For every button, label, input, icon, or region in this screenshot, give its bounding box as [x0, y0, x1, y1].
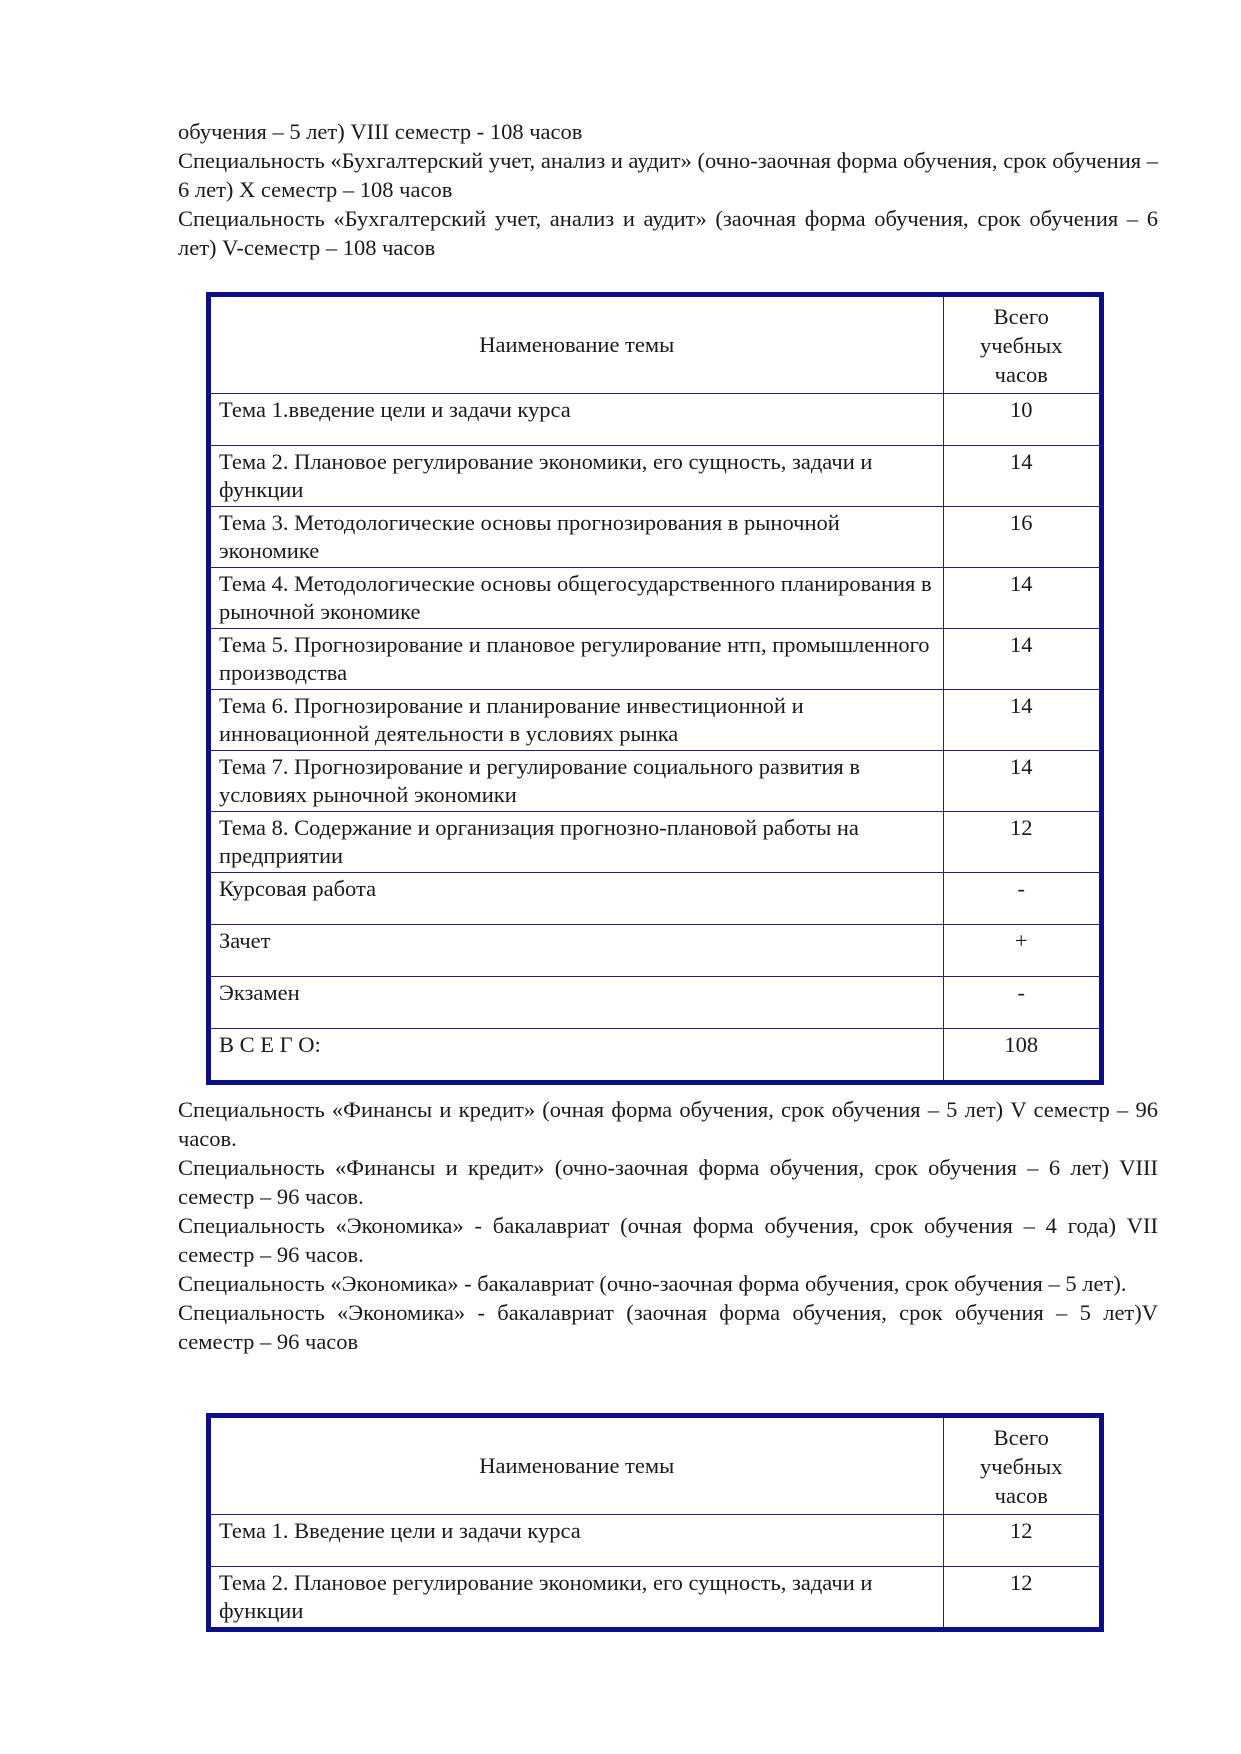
table-row	[211, 977, 1099, 1029]
table-row	[211, 873, 1099, 925]
header-topic: Наименование темы	[211, 297, 943, 394]
table-header-row	[211, 297, 1099, 394]
table-row-total	[211, 1029, 1099, 1081]
table-row	[211, 812, 1099, 873]
hours-cell: 12	[943, 812, 1099, 873]
hours-cell: -	[943, 873, 1099, 925]
table-row	[211, 751, 1099, 812]
topic-cell: Тема 2. Плановое регулирование экономики, его сущность, задачи и функции	[211, 446, 943, 507]
hours-table-1	[206, 292, 1104, 1085]
topic-cell: Тема 7. Прогнозирование и регулирование социального развития в условиях рыночной экономики	[211, 751, 943, 812]
topic-cell: Тема 5. Прогнозирование и плановое регулирование нтп, промышленного производства	[211, 629, 943, 690]
topic-cell: Тема 8. Содержание и организация прогнозно-плановой работы на предприятии	[211, 812, 943, 873]
hours-cell: 14	[943, 568, 1099, 629]
paragraph: Специальность «Бухгалтерский учет, анализ и аудит» (заочная форма обучения, срок обучения – 6 лет) V-семестр – 108 часов	[178, 206, 1158, 260]
table-row	[211, 629, 1099, 690]
middle-text	[178, 1095, 1158, 1356]
hours-cell: 14	[943, 629, 1099, 690]
intro-text	[178, 117, 1158, 262]
table-row	[211, 394, 1099, 446]
hours-cell: 16	[943, 507, 1099, 568]
topic-cell: Тема 1.введение цели и задачи курса	[211, 394, 943, 446]
topic-cell: Тема 3. Методологические основы прогнозирования в рыночной экономике	[211, 507, 943, 568]
hours-cell: 14	[943, 690, 1099, 751]
topic-cell: Тема 4. Методологические основы общегосударственного планирования в рыночной экономике	[211, 568, 943, 629]
hours-cell: 14	[943, 751, 1099, 812]
paragraph: обучения – 5 лет) VIII семестр - 108 часов	[178, 119, 583, 144]
header-hours-line: учебных	[980, 332, 1063, 358]
hours-cell: -	[943, 977, 1099, 1029]
topic-cell: Курсовая работа	[211, 873, 943, 925]
header-topic: Наименование темы	[211, 1418, 943, 1515]
paragraph: Специальность «Финансы и кредит» (очная форма обучения, срок обучения – 5 лет) V семестр – 96 часов.	[178, 1097, 1158, 1151]
header-hours	[943, 1418, 1099, 1515]
header-hours-line: учебных	[980, 1453, 1063, 1479]
table-row	[211, 1515, 1099, 1567]
table-row	[211, 446, 1099, 507]
hours-table-2	[206, 1413, 1104, 1632]
topic-cell: Тема 6. Прогнозирование и планирование инвестиционной и инновационной деятельности в условиях рынка	[211, 690, 943, 751]
table-row	[211, 568, 1099, 629]
hours-cell: +	[943, 925, 1099, 977]
table-row	[211, 1567, 1099, 1628]
hours-cell: 108	[943, 1029, 1099, 1081]
header-hours-line: часов	[994, 1482, 1048, 1508]
table-row	[211, 925, 1099, 977]
paragraph: Специальность «Экономика» - бакалавриат (очная форма обучения, срок обучения – 4 года) VII семестр – 96 часов.	[178, 1213, 1158, 1267]
paragraph: Специальность «Экономика» - бакалавриат (очно-заочная форма обучения, срок обучения – 5 лет).	[178, 1271, 1127, 1296]
paragraph: Специальность «Бухгалтерский учет, анализ и аудит» (очно-заочная форма обучения, срок обучения – 6 лет) Х семестр – 108 часов	[178, 148, 1158, 202]
header-hours-line: Всего	[993, 303, 1049, 329]
hours-cell: 12	[943, 1515, 1099, 1567]
header-hours	[943, 297, 1099, 394]
hours-cell: 14	[943, 446, 1099, 507]
topic-cell: Экзамен	[211, 977, 943, 1029]
topic-cell: Зачет	[211, 925, 943, 977]
topic-cell: В С Е Г О:	[211, 1029, 943, 1081]
topic-cell: Тема 1. Введение цели и задачи курса	[211, 1515, 943, 1567]
hours-cell: 12	[943, 1567, 1099, 1628]
topic-cell: Тема 2. Плановое регулирование экономики, его сущность, задачи и функции	[211, 1567, 943, 1628]
table-row	[211, 690, 1099, 751]
paragraph: Специальность «Экономика» - бакалавриат (заочная форма обучения, срок обучения – 5 лет)V семестр – 96 часов	[178, 1300, 1158, 1354]
header-hours-line: Всего	[993, 1424, 1049, 1450]
table-row	[211, 507, 1099, 568]
header-hours-line: часов	[994, 361, 1048, 387]
paragraph: Специальность «Финансы и кредит» (очно-заочная форма обучения, срок обучения – 6 лет) VIII семестр – 96 часов.	[178, 1155, 1158, 1209]
hours-cell: 10	[943, 394, 1099, 446]
table-header-row	[211, 1418, 1099, 1515]
